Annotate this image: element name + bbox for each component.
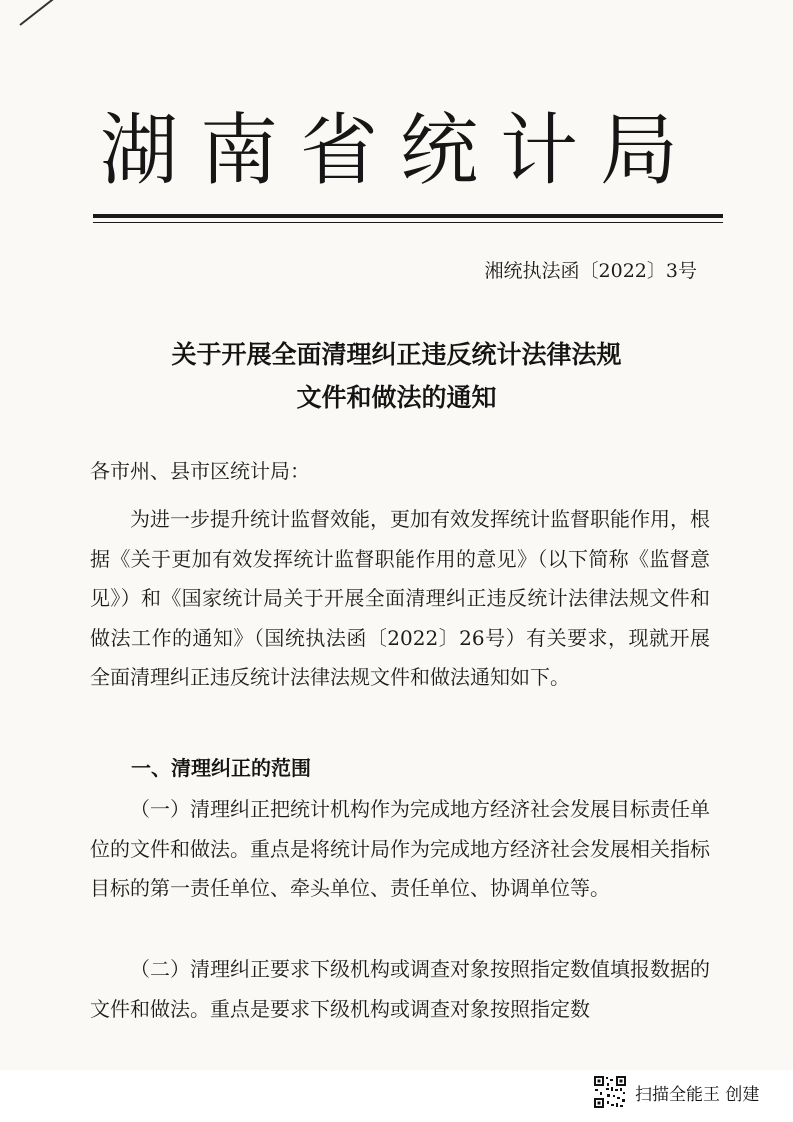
scanner-watermark: [593, 1072, 759, 1112]
qr-code-icon: [593, 1075, 627, 1109]
document-title-line1: 关于开展全面清理纠正违反统计法律法规: [171, 340, 622, 369]
section-heading: 一、清理纠正的范围: [131, 756, 311, 780]
document-title-line2: 文件和做法的通知: [296, 383, 497, 412]
letterhead-rule-thin: [93, 222, 723, 223]
letterhead-rule-thick: [93, 214, 723, 218]
scan-pen-mark: [19, 0, 53, 26]
scope-item-2: （二）清理纠正要求下级机构或调查对象按照指定数值填报数据的文件和做法。重点是要求下级机构或调查对象按照指定数: [90, 957, 710, 1021]
scanner-app-label: 扫描全能王 创建: [635, 1084, 760, 1105]
document-number: 湘统执法函〔2022〕3号: [484, 260, 697, 282]
intro-paragraph: 为进一步提升统计监督效能，更加有效发挥统计监督职能作用，根据《关于更加有效发挥统计监督职能作用的意见》（以下简称《监督意见》）和《国家统计局关于开展全面清理纠正违反统计法律法规文件和做法工作的通知》（国统执法函〔2022〕26号）有关要求，现就开展全面清理纠正违反统计法律法规文件和做法通知如下。: [90, 507, 710, 689]
agency-letterhead: 湖南省统计局: [99, 106, 700, 196]
scope-item-1: （一）清理纠正把统计机构作为完成地方经济社会发展目标责任单位的文件和做法。重点是将统计局作为完成地方经济社会发展相关指标目标的第一责任单位、牵头单位、责任单位、协调单位等。: [90, 797, 710, 900]
salutation: 各市州、县市区统计局：: [90, 459, 310, 483]
